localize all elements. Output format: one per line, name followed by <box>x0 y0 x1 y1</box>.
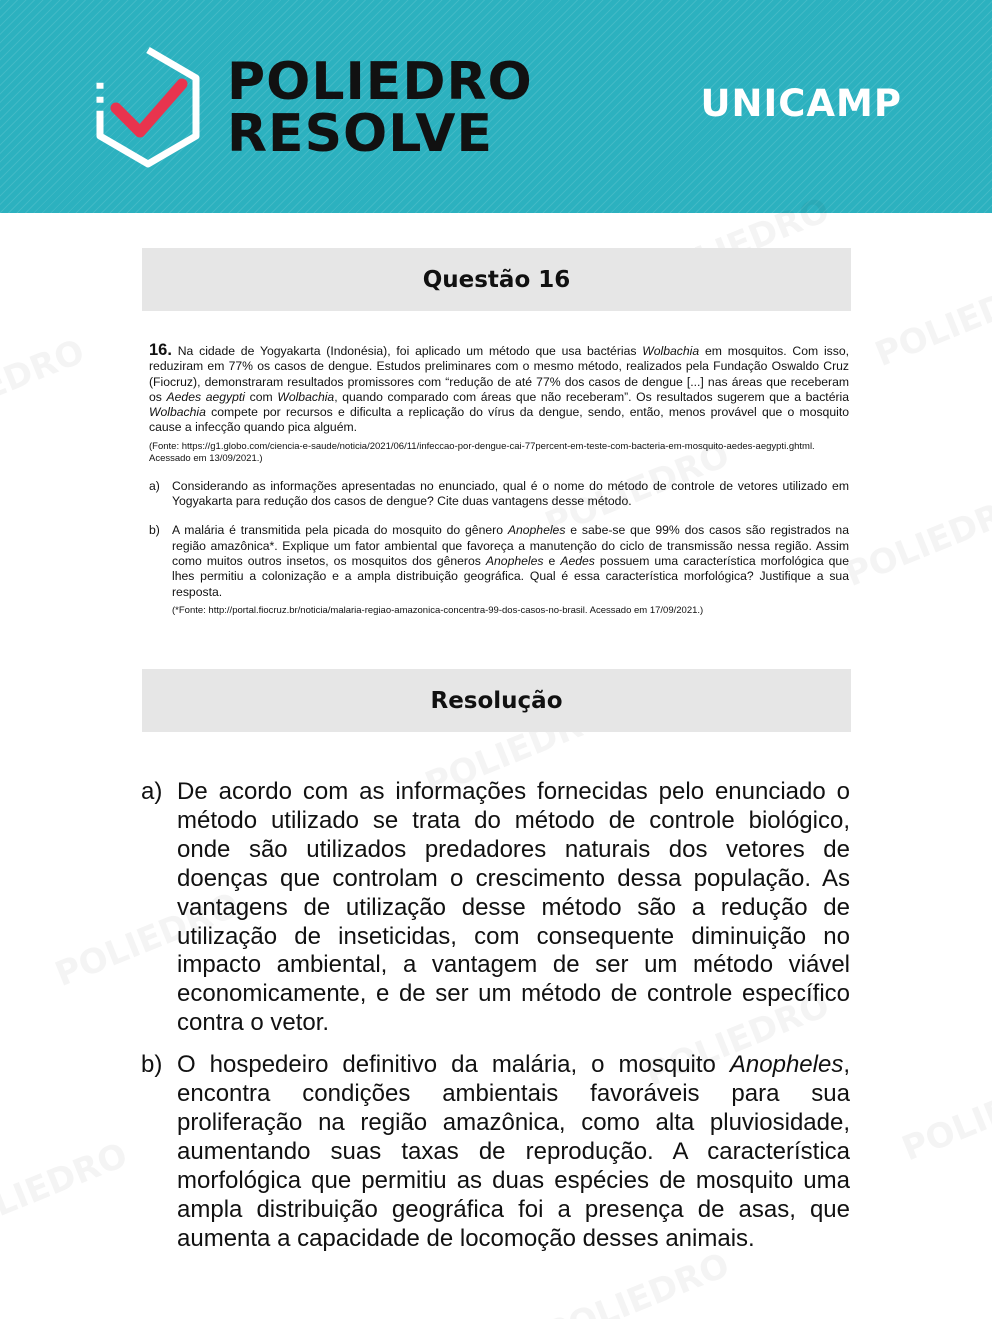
watermark <box>0 331 90 408</box>
brand-logo-text <box>227 52 533 164</box>
item-text: Considerando as informações apresentadas no enunciado, qual é o nome do método de controle de vetores utilizado em Yogyakarta para redução dos casos de dengue? Cite duas vantagens desse método. <box>172 478 849 509</box>
resolution-block <box>141 778 850 1254</box>
watermark <box>540 1245 735 1319</box>
watermark <box>897 1091 992 1170</box>
watermark <box>840 485 992 595</box>
watermark <box>0 1135 133 1225</box>
resolution-section-title: Resolução <box>142 669 851 732</box>
question-item-a <box>149 479 849 510</box>
question-section-title: Questão 16 <box>142 248 851 311</box>
item-letter: a) <box>149 478 160 493</box>
item-text: A malária é transmitida pela picada do mosquito do gênero Anopheles e sabe-se que 99% dos casos são registrados na região amazônica*. Explique um fator ambiental que favoreça a manutenção do ciclo de transmissão nessa região. Assim como muitos outros insetos, os mosquitos dos gêneros Anopheles e Aedes possuem uma característica morfológica que lhes permitiu a colonização e a ampla distribuição geográfica. Qual é essa característica morfológica? Justifique a sua resposta. <box>172 523 849 599</box>
page-header <box>0 0 992 213</box>
question-source: (Fonte: https://g1.globo.com/ciencia-e-saude/noticia/2021/06/11/infeccao-por-dengue-cai-77percent-em-teste-com-bacteria-em-mosquito-aedes-aegypti.ghtml. Acessado em 13/09/2021.) <box>149 440 815 464</box>
checkmark-hexagon-icon <box>92 46 204 168</box>
question-item-b <box>149 523 849 599</box>
question-block <box>149 343 849 617</box>
watermark <box>870 265 992 375</box>
brand-line-2: RESOLVE <box>227 104 493 164</box>
institution-name: UNICAMP <box>700 82 902 125</box>
answer-item-a <box>141 778 850 1038</box>
question-source-b: (*Fonte: http://portal.fiocruz.br/noticia/malaria-regiao-amazonica-concentra-99-dos-casos-no-brasil. Acessado em 17/09/2021.) <box>172 604 704 616</box>
question-statement: 16. Na cidade de Yogyakarta (Indonésia), foi aplicado um método que usa bactérias Wolbachia em mosquitos. Com isso, reduziram em 77% os casos de dengue. Estudos preliminares com o mesmo método, realizados pela Fundação Oswaldo Cruz (Fiocruz), demonstraram resultados promissores com “redução de até 77% dos casos de dengue [...] nas áreas que receberam os Aedes aegypti com Wolbachia, quando comparado com áreas que não receberam”. Os resultados sugerem que a bactéria Wolbachia compete por recursos e dificulta a replicação do vírus da dengue, sendo, então, menos provável que o mosquito cause a infecção quando pica alguém. <box>149 341 850 435</box>
item-letter: b) <box>149 523 160 538</box>
brand-line-1: POLIEDRO <box>227 52 533 112</box>
answer-item-b <box>141 1051 850 1253</box>
question-number: 16. <box>149 341 172 359</box>
answer-letter: a) <box>141 778 163 805</box>
answer-text: O hospedeiro definitivo da malária, o mosquito Anopheles, encontra condições ambientais favoráveis para sua proliferação na região amazônica, como alta pluviosidade, aumentando suas taxas de reprodução. A característica morfológica que permitiu as duas espécies de mosquito uma ampla distribuição geográfica foi a presença de asas, que aumenta a capacidade de locomoção desses animais. <box>177 1051 850 1252</box>
answer-letter: b) <box>141 1051 163 1079</box>
answer-text: De acordo com as informações fornecidas pelo enunciado o método utilizado se trata do método de controle biológico, onde são utilizados predadores naturais dos vetores de doenças que controlam o crescimento dessa população. As vantagens de utilização desse método são a redução de utilização de inseticidas, com consequente diminuição no impacto ambiental, a vantagem de ser um método viável economicamente, e de ser um método de controle específico contra o vetor. <box>177 778 850 1037</box>
